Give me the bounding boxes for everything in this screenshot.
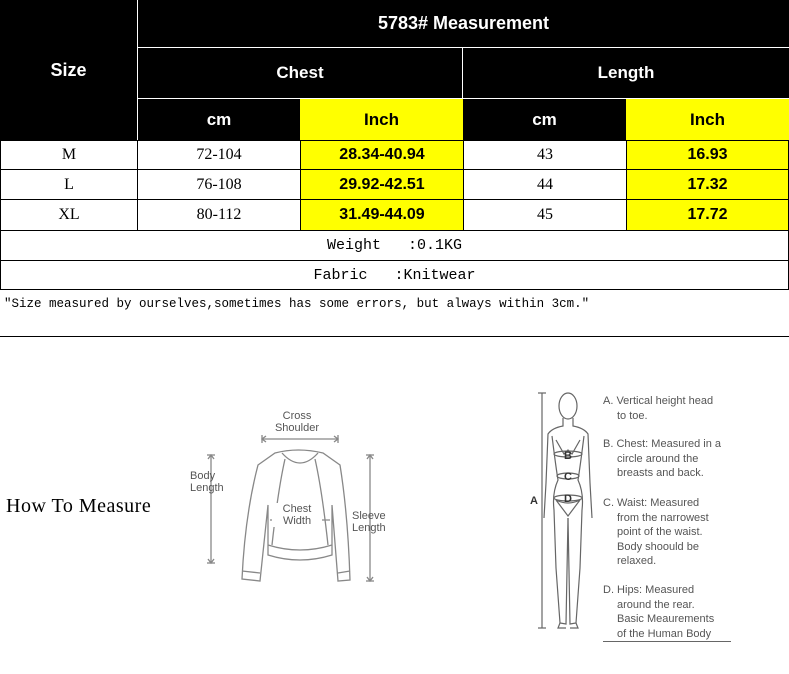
length-inch-cell: 17.72 (626, 199, 789, 231)
chest-inch-cell: 29.92-42.51 (300, 169, 464, 200)
letter-d: D (564, 493, 572, 505)
disclaimer-note: "Size measured by ourselves,sometimes has some errors, but always within 3cm." (0, 290, 789, 318)
sleeve-length-label: Sleeve Length (352, 510, 386, 534)
note-c: C. Waist: Measured from the narrowest point of the waist. Body shoould be relaxed. (603, 497, 709, 567)
size-cell: M (0, 140, 138, 170)
length-inch-cell: 16.93 (626, 140, 789, 170)
chest-header: Chest (137, 48, 463, 99)
length-cm-cell: 43 (463, 140, 627, 170)
human-body-sketch-icon (528, 388, 608, 638)
size-cell: L (0, 169, 138, 200)
length-inch-header: Inch (626, 99, 789, 140)
note-b: B. Chest: Measured in a circle around the breasts and back. (603, 438, 722, 479)
length-cm-cell: 45 (463, 199, 627, 231)
chest-inch-cell: 31.49-44.09 (300, 199, 464, 231)
letter-b: B (564, 450, 572, 462)
letter-a: A (530, 495, 538, 507)
chest-cm-cell: 76-108 (137, 169, 301, 200)
chest-cm-cell: 80-112 (137, 199, 301, 231)
chest-cm-cell: 72-104 (137, 140, 301, 170)
fabric-row: Fabric :Knitwear (0, 260, 789, 290)
length-cm-cell: 44 (463, 169, 627, 200)
how-to-measure-heading: How To Measure (6, 495, 152, 517)
letter-c: C (564, 471, 572, 483)
chest-width-label: Chest Width (272, 503, 322, 527)
body-length-label: Body Length (190, 470, 224, 494)
weight-row: Weight :0.1KG (0, 230, 789, 261)
length-inch-cell: 17.32 (626, 169, 789, 200)
length-header: Length (463, 48, 789, 99)
size-cell: XL (0, 199, 138, 231)
cross-shoulder-label: Cross Shoulder (274, 410, 320, 434)
length-cm-header: cm (463, 99, 626, 140)
chest-inch-header: Inch (300, 99, 463, 140)
chest-inch-cell: 28.34-40.94 (300, 140, 464, 170)
size-header: Size (0, 0, 137, 140)
note-a: A. Vertical height head to toe. (603, 395, 714, 422)
note-d: D. Hips: Measured around the rear. Basic Meaurements of the Human Body (603, 584, 715, 640)
chest-cm-header: cm (137, 99, 300, 140)
table-title: 5783# Measurement (137, 0, 789, 48)
notes-underline (603, 641, 731, 642)
